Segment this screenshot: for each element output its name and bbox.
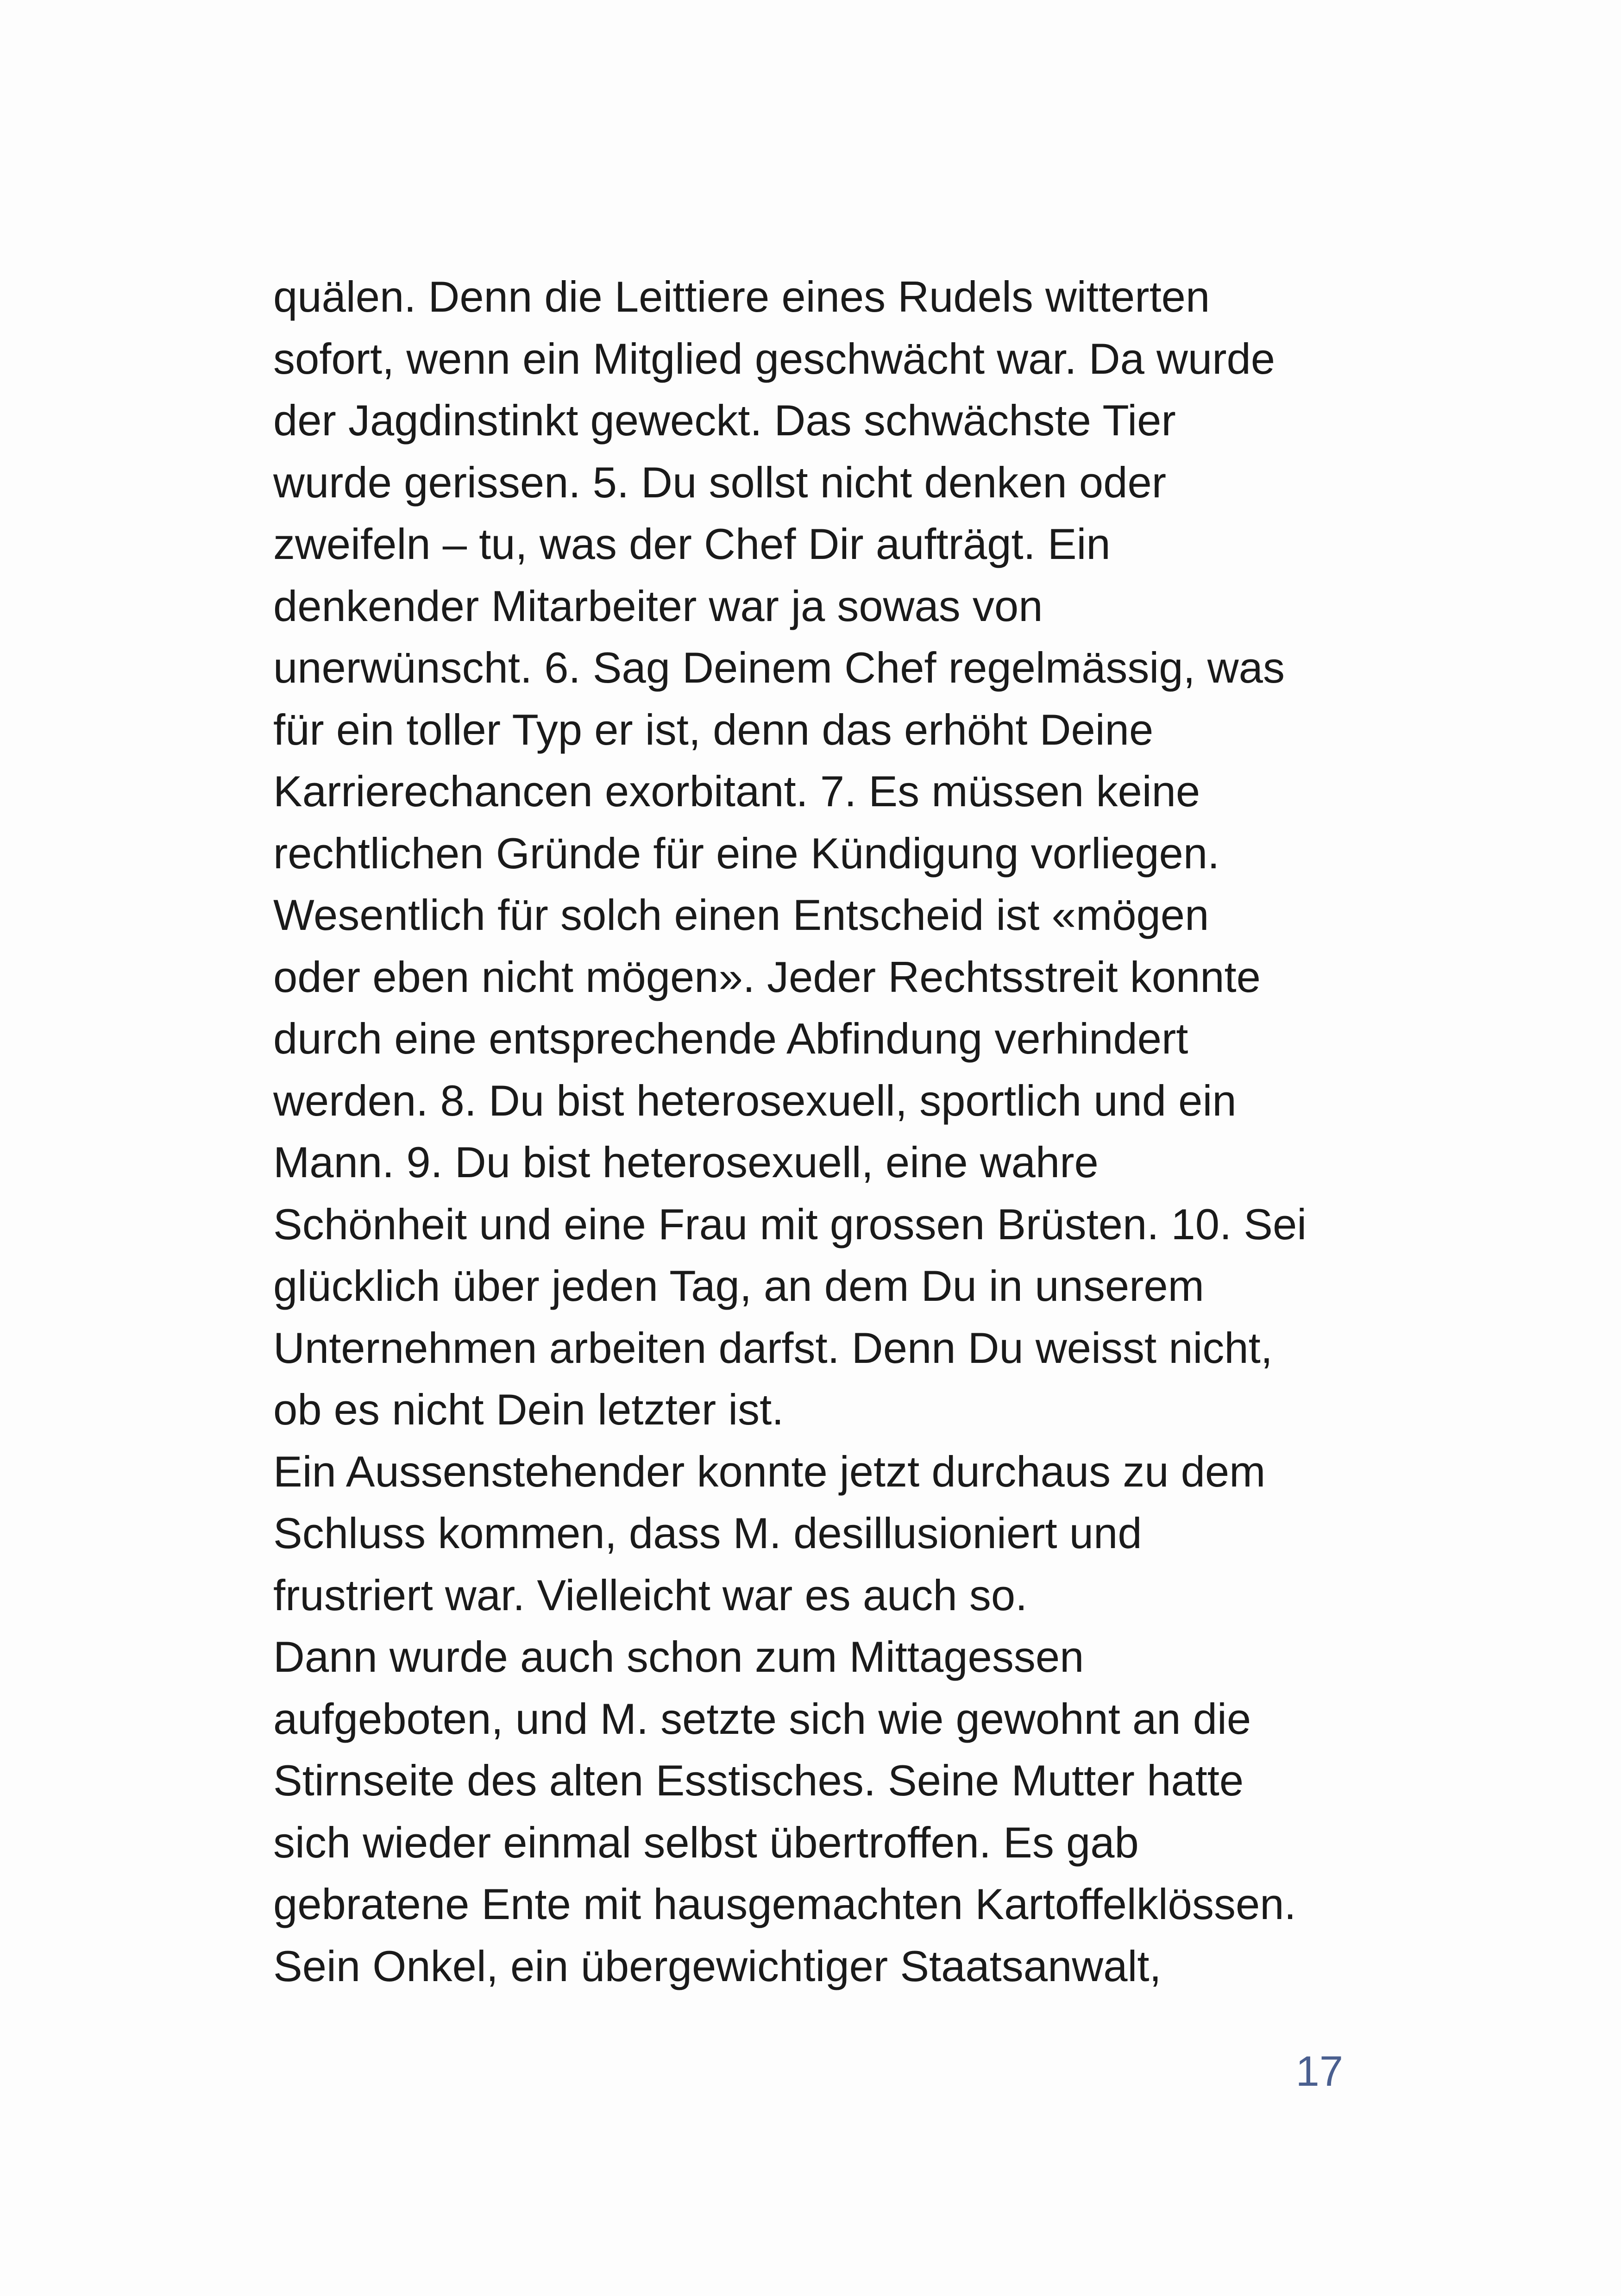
page-number: 17 [1295, 2048, 1343, 2095]
text-line: aufgeboten, und M. setzte sich wie gewohnt an die [273, 1694, 1251, 1743]
text-line: Schluss kommen, dass M. desillusioniert und [273, 1509, 1142, 1557]
text-line: für ein toller Typ er ist, denn das erhöht Deine [273, 705, 1154, 754]
text-line: Ein Aussenstehender konnte jetzt durchaus zu dem [273, 1447, 1266, 1496]
text-line: der Jagdinstinkt geweckt. Das schwächste Tier [273, 396, 1176, 445]
text-line: sich wieder einmal selbst übertroffen. Es gab [273, 1818, 1139, 1867]
text-line: gebratene Ente mit hausgemachten Kartoffelklössen. [273, 1880, 1296, 1928]
text-line: Dann wurde auch schon zum Mittagessen [273, 1632, 1084, 1681]
text-line: glücklich über jeden Tag, an dem Du in unserem [273, 1261, 1204, 1310]
text-line: ob es nicht Dein letzter ist. [273, 1385, 784, 1434]
text-line: Schönheit und eine Frau mit grossen Brüsten. 10. Sei [273, 1199, 1307, 1248]
text-line: frustriert war. Vielleicht war es auch so. [273, 1570, 1028, 1619]
text-line: Mann. 9. Du bist heterosexuell, eine wahre [273, 1138, 1099, 1186]
text-line: Wesentlich für solch einen Entscheid ist «mögen [273, 891, 1209, 939]
text-line: durch eine entsprechende Abfindung verhindert [273, 1014, 1188, 1063]
body-text [273, 266, 1357, 1997]
text-line: sofort, wenn ein Mitglied geschwächt war. Da wurde [273, 334, 1275, 383]
text-line: oder eben nicht mögen». Jeder Rechtsstreit konnte [273, 952, 1261, 1001]
text-line: Karrierechancen exorbitant. 7. Es müssen keine [273, 767, 1200, 816]
text-line: werden. 8. Du bist heterosexuell, sportlich und ein [273, 1076, 1237, 1125]
text-line: quälen. Denn die Leittiere eines Rudels witterten [273, 272, 1210, 321]
text-line: zweifeln – tu, was der Chef Dir aufträgt. Ein [273, 520, 1111, 568]
text-line: Sein Onkel, ein übergewichtiger Staatsanwalt, [273, 1941, 1162, 1990]
text-line: unerwünscht. 6. Sag Deinem Chef regelmässig, was [273, 643, 1285, 692]
text-line: Stirnseite des alten Esstisches. Seine Mutter hatte [273, 1756, 1244, 1805]
text-line: rechtlichen Gründe für eine Kündigung vorliegen. [273, 828, 1220, 878]
text-line: Unternehmen arbeiten darfst. Denn Du weisst nicht, [273, 1323, 1273, 1372]
text-line: wurde gerissen. 5. Du sollst nicht denken oder [273, 458, 1167, 507]
text-line: denkender Mitarbeiter war ja sowas von [273, 581, 1043, 630]
